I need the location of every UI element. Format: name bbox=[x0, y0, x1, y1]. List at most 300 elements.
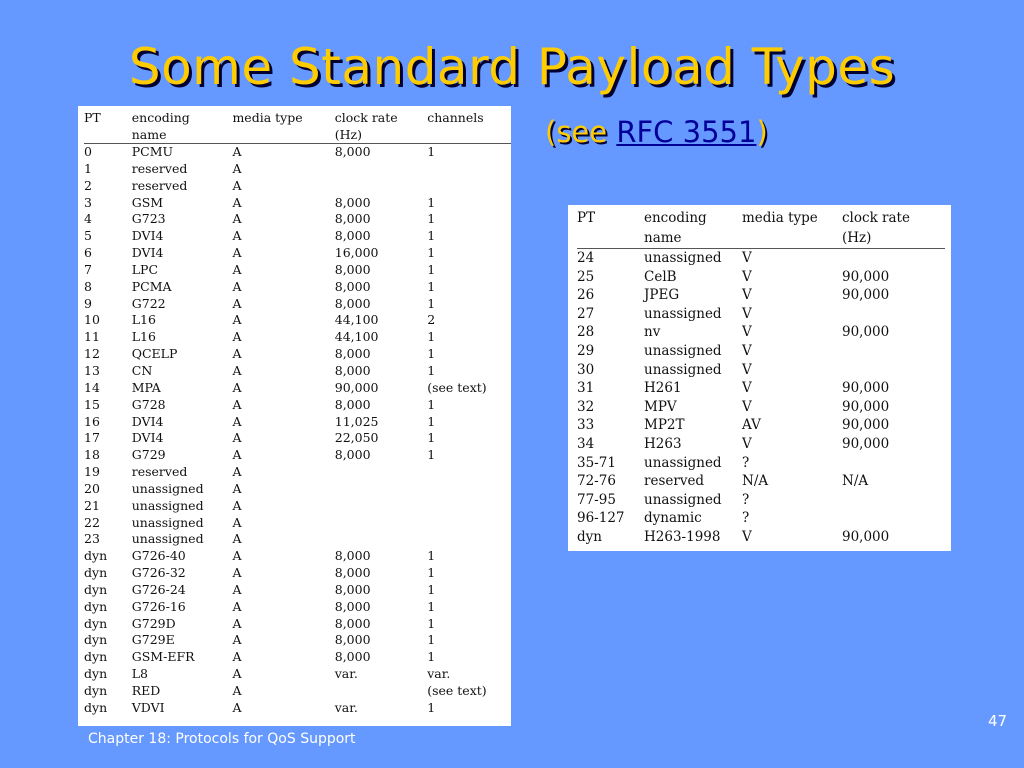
table-cell: dyn bbox=[84, 666, 108, 682]
table-cell bbox=[842, 249, 945, 268]
table-cell: 16,000 bbox=[334, 245, 379, 261]
table-row bbox=[577, 454, 945, 473]
table-cell: 26 bbox=[577, 287, 595, 304]
table-cell bbox=[427, 498, 511, 515]
table-cell: 1 bbox=[427, 278, 436, 294]
table-cell: A bbox=[232, 683, 242, 698]
table-cell: dyn bbox=[84, 632, 108, 648]
table-cell: A bbox=[232, 430, 242, 446]
table-cell: 19 bbox=[84, 464, 100, 480]
table-cell: 18 bbox=[84, 447, 100, 463]
table-cell: A bbox=[232, 177, 242, 193]
table-cell: var. bbox=[334, 666, 358, 682]
table-cell: 8,000 bbox=[334, 396, 371, 412]
table-cell: A bbox=[232, 548, 242, 564]
table-cell bbox=[427, 178, 511, 195]
table-cell: QCELP bbox=[131, 346, 178, 362]
table-cell: unassigned bbox=[131, 531, 204, 547]
table-row bbox=[84, 430, 511, 447]
table-cell: 29 bbox=[577, 342, 595, 359]
table-cell: 8,000 bbox=[334, 615, 371, 631]
table-cell: unassigned bbox=[644, 250, 722, 266]
table-cell: 28 bbox=[577, 324, 595, 341]
table-cell: JPEG bbox=[644, 287, 680, 304]
table-row bbox=[84, 296, 511, 313]
table-cell: (see text) bbox=[427, 683, 487, 698]
table-cell: 0 bbox=[84, 144, 92, 159]
table-cell: 22,050 bbox=[334, 430, 379, 446]
header-line: PT bbox=[84, 110, 101, 125]
table-cell: G722 bbox=[131, 295, 166, 311]
table-cell bbox=[335, 515, 427, 532]
table-cell: dyn bbox=[84, 581, 108, 597]
table-cell: 31 bbox=[577, 380, 595, 397]
table-cell: RED bbox=[131, 683, 161, 698]
table-cell: 34 bbox=[577, 435, 595, 452]
table-cell: 4 bbox=[84, 211, 92, 227]
table-cell: 8,000 bbox=[334, 278, 371, 294]
table-cell bbox=[335, 498, 427, 515]
table-cell: V bbox=[742, 398, 752, 415]
table-cell bbox=[842, 361, 945, 380]
table-cell: reserved bbox=[644, 473, 705, 490]
table-cell: ? bbox=[742, 510, 750, 527]
table-cell: var. bbox=[334, 699, 358, 715]
table-cell: V bbox=[742, 268, 752, 285]
table-cell: V bbox=[742, 324, 752, 341]
table-cell: reserved bbox=[131, 177, 188, 193]
table-row bbox=[84, 632, 511, 649]
table-row bbox=[577, 361, 945, 380]
table-cell: 8,000 bbox=[334, 598, 371, 614]
table-cell: 22 bbox=[84, 514, 100, 530]
rfc-link[interactable]: RFC 3551 bbox=[616, 115, 757, 149]
table-cell: H261 bbox=[644, 380, 682, 397]
table-cell: 77-95 bbox=[577, 491, 616, 508]
table-cell: nv bbox=[644, 324, 661, 341]
table-cell: 15 bbox=[84, 396, 100, 412]
table-cell: CelB bbox=[644, 268, 677, 285]
table-cell: 1 bbox=[427, 413, 436, 429]
table-cell: 8,000 bbox=[334, 211, 371, 227]
table-cell: reserved bbox=[131, 464, 188, 480]
table-cell bbox=[842, 509, 945, 528]
table-cell: A bbox=[232, 228, 242, 244]
table-row bbox=[84, 312, 511, 329]
table-cell: dyn bbox=[84, 683, 108, 698]
table-cell: A bbox=[232, 396, 242, 412]
table-cell: G729E bbox=[131, 632, 175, 648]
header-line: media type bbox=[742, 210, 818, 226]
table-cell: PCMA bbox=[131, 278, 172, 294]
table-cell: dyn bbox=[84, 615, 108, 631]
table-cell: V bbox=[742, 305, 752, 322]
table-cell: var. bbox=[427, 666, 451, 682]
table-cell: dyn bbox=[84, 548, 108, 564]
table-cell: A bbox=[232, 632, 242, 648]
table-cell: 8,000 bbox=[334, 548, 371, 564]
column-header bbox=[644, 209, 742, 249]
table-cell: 8,000 bbox=[334, 581, 371, 597]
table-cell bbox=[842, 454, 945, 473]
table-row bbox=[577, 416, 945, 435]
table-cell: 1 bbox=[427, 228, 436, 244]
header-line: channels bbox=[427, 110, 484, 125]
table-cell: 21 bbox=[84, 497, 100, 513]
table-cell: A bbox=[232, 514, 242, 530]
table-cell: GSM-EFR bbox=[131, 649, 195, 665]
table-row bbox=[84, 481, 511, 498]
table-cell: V bbox=[742, 287, 752, 304]
table-row bbox=[84, 346, 511, 363]
table-row bbox=[84, 616, 511, 633]
table-cell: 2 bbox=[427, 312, 436, 328]
table-cell: 1 bbox=[427, 649, 436, 665]
table-cell bbox=[842, 305, 945, 324]
header-line: name bbox=[131, 126, 167, 142]
table-cell: A bbox=[232, 480, 242, 496]
table-cell: 8,000 bbox=[334, 346, 371, 362]
table-row bbox=[577, 491, 945, 510]
table-row bbox=[84, 195, 511, 212]
table-row bbox=[577, 286, 945, 305]
table-cell: 8,000 bbox=[334, 228, 371, 244]
table-cell: 1 bbox=[84, 160, 92, 176]
payload-table-left bbox=[78, 106, 511, 726]
table-cell: V bbox=[742, 250, 752, 266]
table-cell: unassigned bbox=[644, 454, 722, 471]
table-cell: dyn bbox=[84, 699, 108, 715]
table-row bbox=[577, 305, 945, 324]
table-cell: 8,000 bbox=[334, 144, 371, 159]
column-header bbox=[335, 110, 427, 144]
table-cell: 1 bbox=[427, 699, 436, 715]
header-line: (Hz) bbox=[334, 126, 362, 142]
table-cell bbox=[427, 481, 511, 498]
table-cell: 72-76 bbox=[577, 473, 616, 490]
table-cell bbox=[335, 531, 427, 548]
table-cell: MPV bbox=[644, 398, 677, 415]
column-header bbox=[132, 110, 233, 144]
table-cell: 1 bbox=[427, 447, 436, 463]
table-cell: dynamic bbox=[644, 510, 702, 527]
table-cell: DVI4 bbox=[131, 228, 164, 244]
table-cell: DVI4 bbox=[131, 245, 164, 261]
header-line: encoding bbox=[131, 110, 190, 125]
table-cell: 11,025 bbox=[334, 413, 379, 429]
table-row bbox=[84, 245, 511, 262]
table-row bbox=[84, 178, 511, 195]
table-cell: 3 bbox=[84, 194, 92, 210]
table-cell: ? bbox=[742, 491, 750, 508]
table-cell: 1 bbox=[427, 245, 436, 261]
table-cell: A bbox=[232, 261, 242, 277]
table-row bbox=[577, 268, 945, 287]
table-cell: 1 bbox=[427, 362, 436, 378]
table-row bbox=[84, 464, 511, 481]
table-cell: G729 bbox=[131, 447, 166, 463]
table-cell: unassigned bbox=[131, 497, 204, 513]
table-cell: 90,000 bbox=[842, 435, 890, 452]
table-row bbox=[84, 380, 511, 397]
table-cell: GSM bbox=[131, 194, 164, 210]
header-line: PT bbox=[577, 210, 596, 226]
table-cell bbox=[335, 464, 427, 481]
table-cell: reserved bbox=[131, 160, 188, 176]
header-line: clock rate bbox=[842, 210, 910, 226]
table-cell: 1 bbox=[427, 144, 436, 159]
table-cell: 8,000 bbox=[334, 362, 371, 378]
table-row bbox=[84, 211, 511, 228]
table-cell: PCMU bbox=[131, 144, 174, 159]
table-cell: A bbox=[232, 447, 242, 463]
table-cell: dyn bbox=[84, 565, 108, 581]
table-cell: AV bbox=[742, 417, 761, 434]
table-row bbox=[84, 498, 511, 515]
table-cell: 1 bbox=[427, 548, 436, 564]
table-cell: H263 bbox=[644, 435, 682, 452]
table-row bbox=[577, 379, 945, 398]
table-cell: 14 bbox=[84, 379, 100, 395]
table-cell: CN bbox=[131, 362, 153, 378]
table-cell: A bbox=[232, 160, 242, 176]
table-cell bbox=[427, 515, 511, 532]
column-header bbox=[842, 209, 945, 249]
table-cell: 25 bbox=[577, 268, 595, 285]
table-cell: 1 bbox=[427, 261, 436, 277]
table-cell: 1 bbox=[427, 581, 436, 597]
table-row bbox=[84, 531, 511, 548]
table-cell: 27 bbox=[577, 305, 595, 322]
table-cell: unassigned bbox=[644, 361, 722, 378]
table-cell: A bbox=[232, 295, 242, 311]
table-cell: 10 bbox=[84, 312, 100, 328]
table-cell: dyn bbox=[84, 649, 108, 665]
table-cell: 8,000 bbox=[334, 194, 371, 210]
table-cell: 7 bbox=[84, 261, 92, 277]
slide-title: Some Standard Payload Types bbox=[128, 38, 896, 96]
table-cell: A bbox=[232, 245, 242, 261]
table-cell: dyn bbox=[577, 528, 602, 545]
table-header-row bbox=[84, 110, 511, 144]
table-cell: L8 bbox=[131, 666, 149, 682]
table-cell: A bbox=[232, 598, 242, 614]
table-cell: 90,000 bbox=[842, 417, 890, 434]
table-cell: 44,100 bbox=[334, 312, 379, 328]
table-cell: 30 bbox=[577, 361, 595, 378]
table-cell: H263-1998 bbox=[644, 528, 721, 545]
table-cell bbox=[842, 491, 945, 510]
table-cell: 8,000 bbox=[334, 565, 371, 581]
table-cell: A bbox=[232, 346, 242, 362]
table-cell: A bbox=[232, 581, 242, 597]
table-cell: N/A bbox=[842, 473, 869, 490]
table-cell: A bbox=[232, 329, 242, 345]
table-row bbox=[84, 700, 511, 717]
table-row bbox=[84, 666, 511, 683]
table-cell bbox=[335, 161, 427, 178]
subtitle-prefix: (see bbox=[545, 115, 617, 149]
header-line: name bbox=[644, 229, 682, 246]
table-cell: 90,000 bbox=[842, 324, 890, 341]
table-cell: 90,000 bbox=[842, 398, 890, 415]
table-cell: N/A bbox=[742, 473, 769, 490]
table-cell: G728 bbox=[131, 396, 166, 412]
table-row bbox=[84, 683, 511, 700]
table-row bbox=[84, 228, 511, 245]
table-cell: unassigned bbox=[131, 514, 204, 530]
column-header bbox=[427, 110, 511, 144]
table-cell: 13 bbox=[84, 362, 100, 378]
table-cell: 1 bbox=[427, 194, 436, 210]
table-row bbox=[84, 414, 511, 431]
table-cell: LPC bbox=[131, 261, 159, 277]
table-cell: 23 bbox=[84, 531, 100, 547]
table-cell: A bbox=[232, 278, 242, 294]
table-row bbox=[84, 279, 511, 296]
table-cell: 24 bbox=[577, 250, 595, 266]
table-cell: 96-127 bbox=[577, 510, 625, 527]
table-cell: A bbox=[232, 666, 242, 682]
header-line: clock rate bbox=[334, 110, 398, 125]
table-cell: DVI4 bbox=[131, 430, 164, 446]
table-cell: 8 bbox=[84, 278, 92, 294]
table-cell: unassigned bbox=[644, 342, 722, 359]
table-cell: 2 bbox=[84, 177, 92, 193]
table-cell: MP2T bbox=[644, 417, 685, 434]
table-cell: 8,000 bbox=[334, 295, 371, 311]
table-row bbox=[84, 599, 511, 616]
table-cell: 1 bbox=[427, 632, 436, 648]
table-row bbox=[84, 515, 511, 532]
table-cell: V bbox=[742, 380, 752, 397]
table-cell: 11 bbox=[84, 329, 100, 345]
table-cell: 20 bbox=[84, 480, 100, 496]
table-cell: A bbox=[232, 615, 242, 631]
column-header bbox=[84, 110, 132, 144]
table-cell bbox=[335, 683, 427, 700]
payload-table-right bbox=[568, 205, 951, 551]
table-cell: 1 bbox=[427, 396, 436, 412]
table-cell: V bbox=[742, 342, 752, 359]
table-cell: unassigned bbox=[644, 305, 722, 322]
table-cell: 12 bbox=[84, 346, 100, 362]
table-cell bbox=[842, 342, 945, 361]
table-cell: L16 bbox=[131, 329, 156, 345]
table-row bbox=[577, 435, 945, 454]
table-row bbox=[84, 447, 511, 464]
table-cell: unassigned bbox=[131, 480, 204, 496]
table-cell: A bbox=[232, 362, 242, 378]
table-row bbox=[84, 329, 511, 346]
table-cell: 33 bbox=[577, 417, 595, 434]
table-cell: 90,000 bbox=[842, 380, 890, 397]
table-cell: unassigned bbox=[644, 491, 722, 508]
table-cell: MPA bbox=[131, 379, 161, 395]
table-row bbox=[577, 249, 945, 268]
header-line: encoding bbox=[644, 210, 707, 226]
table-cell: 35-71 bbox=[577, 454, 616, 471]
table-row bbox=[577, 398, 945, 417]
table-cell: 6 bbox=[84, 245, 92, 261]
table-cell: V bbox=[742, 361, 752, 378]
table-cell bbox=[335, 178, 427, 195]
table-cell: 44,100 bbox=[334, 329, 379, 345]
table-cell: 16 bbox=[84, 413, 100, 429]
table-cell: G726-24 bbox=[131, 581, 186, 597]
table-cell bbox=[427, 531, 511, 548]
table-cell: 90,000 bbox=[842, 528, 890, 545]
table-cell: A bbox=[232, 144, 242, 159]
table-cell: (see text) bbox=[427, 379, 487, 395]
table-cell: 1 bbox=[427, 295, 436, 311]
table-cell: A bbox=[232, 312, 242, 328]
header-line: (Hz) bbox=[842, 229, 872, 246]
table-cell: A bbox=[232, 649, 242, 665]
table-cell: 90,000 bbox=[842, 287, 890, 304]
table-cell: 8,000 bbox=[334, 632, 371, 648]
table-cell: 8,000 bbox=[334, 649, 371, 665]
table-row bbox=[84, 262, 511, 279]
table-cell: A bbox=[232, 413, 242, 429]
table-cell: V bbox=[742, 528, 752, 545]
table-cell: A bbox=[232, 497, 242, 513]
table-header-row bbox=[577, 209, 945, 249]
table-cell: G729D bbox=[131, 615, 176, 631]
table-cell: 9 bbox=[84, 295, 92, 311]
table-row bbox=[84, 649, 511, 666]
column-header bbox=[577, 209, 644, 249]
table-cell: A bbox=[232, 699, 242, 715]
column-header bbox=[742, 209, 842, 249]
table-cell: L16 bbox=[131, 312, 156, 328]
table-row bbox=[84, 363, 511, 380]
table-cell: 5 bbox=[84, 228, 92, 244]
table-cell: A bbox=[232, 194, 242, 210]
table-cell: 32 bbox=[577, 398, 595, 415]
table-cell: dyn bbox=[84, 598, 108, 614]
table-row bbox=[84, 144, 511, 161]
table-cell: 1 bbox=[427, 565, 436, 581]
table-cell: V bbox=[742, 435, 752, 452]
table-row bbox=[84, 161, 511, 178]
table-cell: 17 bbox=[84, 430, 100, 446]
table-cell: 1 bbox=[427, 598, 436, 614]
table-cell: A bbox=[232, 211, 242, 227]
table-cell: 1 bbox=[427, 346, 436, 362]
table-cell: A bbox=[232, 379, 242, 395]
table-cell: 1 bbox=[427, 615, 436, 631]
table-row bbox=[84, 582, 511, 599]
table-row bbox=[577, 342, 945, 361]
table-cell bbox=[427, 464, 511, 481]
table-cell: VDVI bbox=[131, 699, 165, 715]
table-cell: A bbox=[232, 464, 242, 480]
table-row bbox=[84, 397, 511, 414]
table-cell: G726-40 bbox=[131, 548, 186, 564]
table-row bbox=[84, 565, 511, 582]
table-cell: 8,000 bbox=[334, 261, 371, 277]
table-cell bbox=[427, 161, 511, 178]
table-cell: 90,000 bbox=[334, 379, 379, 395]
page-number: 47 bbox=[988, 712, 1008, 730]
table-cell: 90,000 bbox=[842, 268, 890, 285]
table-cell: ? bbox=[742, 454, 750, 471]
table-cell: 8,000 bbox=[334, 447, 371, 463]
table-row bbox=[577, 528, 945, 547]
subtitle-suffix: ) bbox=[756, 115, 768, 149]
table-row bbox=[577, 323, 945, 342]
